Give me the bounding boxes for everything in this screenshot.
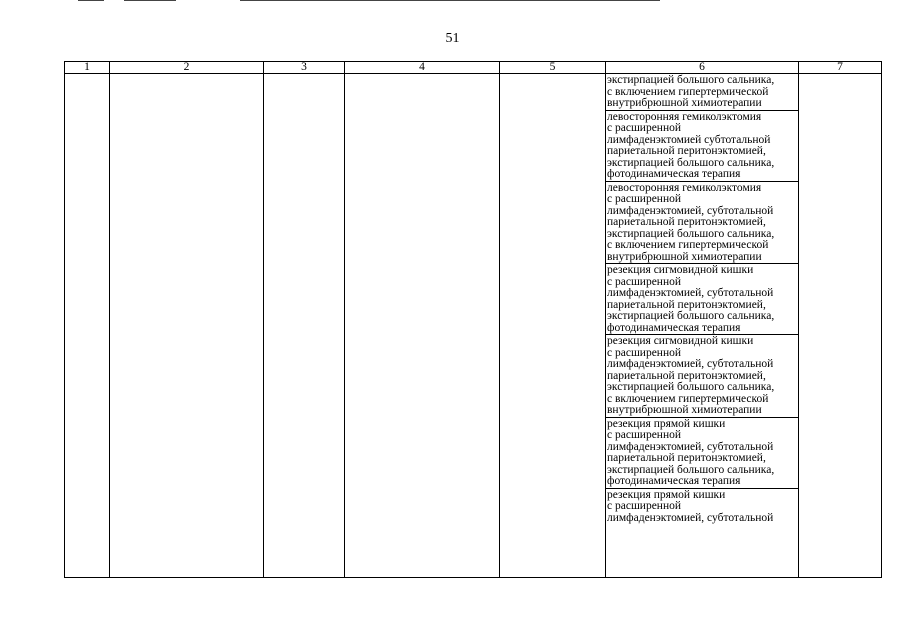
treatment-entry: экстирпацией большого сальника, с включением гипертермической внутрибрюшной химиотерапии [606, 74, 798, 111]
cell-col-6 [606, 74, 799, 578]
column-header-7: 7 [799, 62, 882, 74]
column-header-1: 1 [65, 62, 110, 74]
cell-col-1 [65, 74, 110, 578]
cell-col-4 [345, 74, 500, 578]
column-header-2: 2 [110, 62, 264, 74]
header-row [65, 62, 882, 74]
table-row [65, 74, 882, 578]
treatment-entry: резекция прямой кишки с расширенной лимфаденэктомией, субтотальной париетальной перитонэктомией, экстирпацией большого сальника, фотодинамическая терапия [606, 418, 798, 489]
scan-artifact-line [78, 0, 104, 1]
treatment-entry: резекция прямой кишки с расширенной лимфаденэктомией, субтотальной [607, 488, 774, 524]
treatment-entry: левосторонняя гемиколэктомия с расширенной лимфаденэктомией субтотальной париетальной перитонэктомией, экстирпацией большого сальника, фотодинамическая терапия [606, 111, 798, 182]
column-header-5: 5 [500, 62, 606, 74]
cell-col-5 [500, 74, 606, 578]
cell-col-7 [799, 74, 882, 578]
column-header-6: 6 [606, 62, 799, 74]
scan-artifact-line [240, 0, 660, 1]
column-header-4: 4 [345, 62, 500, 74]
page-number: 51 [445, 31, 460, 46]
treatment-entry: резекция сигмовидной кишки с расширенной лимфаденэктомией, субтотальной париетальной перитонэктомией, экстирпацией большого сальника, фотодинамическая терапия [606, 264, 798, 335]
treatment-entry: левосторонняя гемиколэктомия с расширенной лимфаденэктомией, субтотальной париетальной перитонэктомией, экстирпацией большого сальника, с включением гипертермической внутрибрюшной химиотерапии [606, 182, 798, 265]
scan-artifact-line [124, 0, 176, 1]
cell-col-3 [264, 74, 345, 578]
treatment-entry: резекция сигмовидной кишки с расширенной лимфаденэктомией, субтотальной париетальной перитонэктомией, экстирпацией большого сальника, с включением гипертермической внутрибрюшной химиотерапии [606, 335, 798, 418]
column-header-3: 3 [264, 62, 345, 74]
procedures-table [64, 61, 882, 578]
cell-col-2 [110, 74, 264, 578]
